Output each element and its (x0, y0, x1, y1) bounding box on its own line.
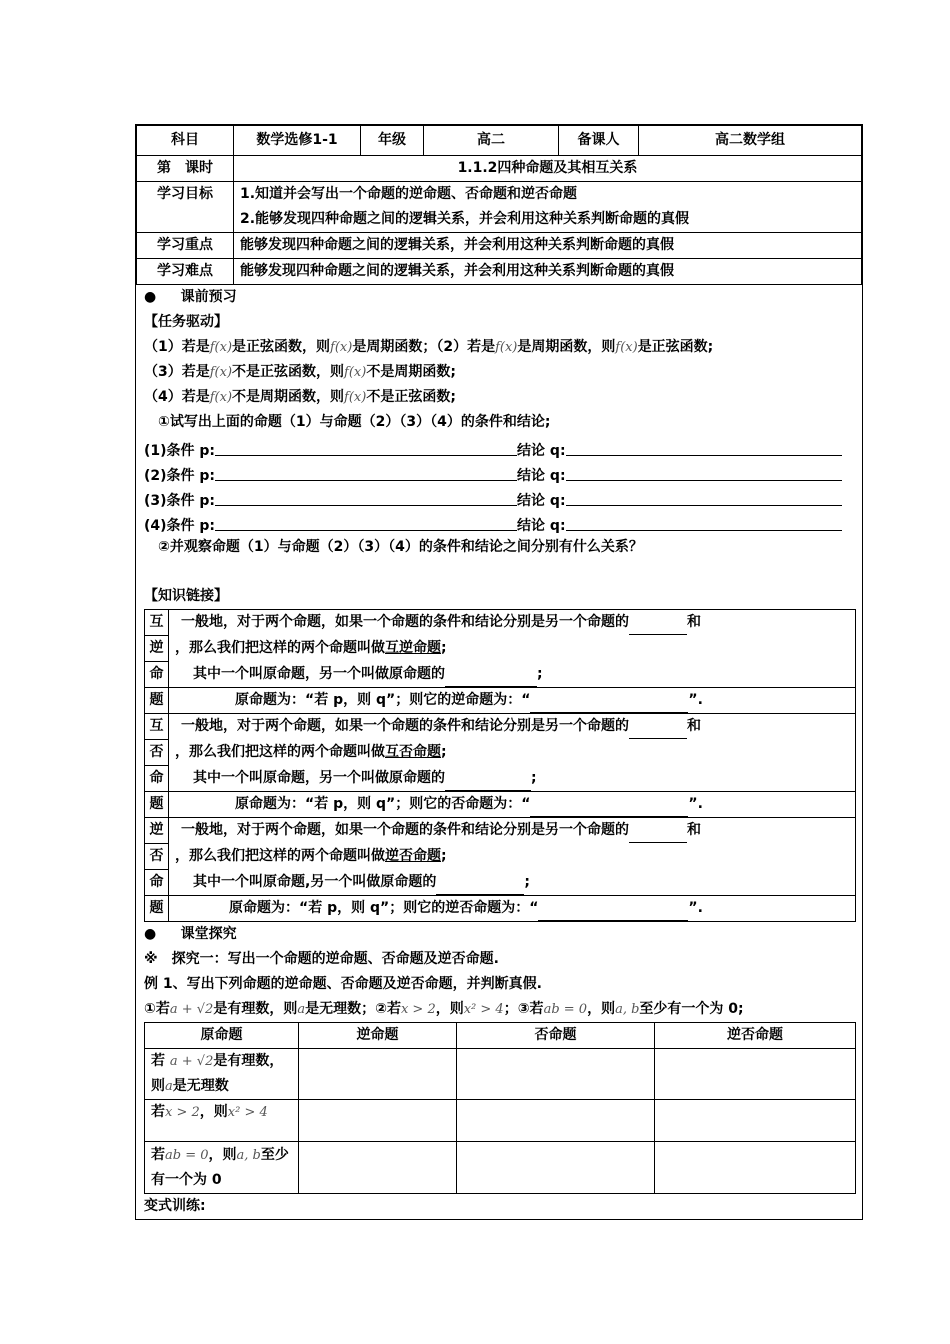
fill-row-2[interactable]: (2)条件 p: 结论 q: (136, 460, 862, 485)
variant-training: 变式训练: (144, 1198, 206, 1214)
col-converse: 逆命题 (299, 1023, 457, 1049)
proposition-line-1-2: （1）若是f(x)是正弦函数，则f(x)是周期函数；（2）若是f(x)是周期函数，则f(x)是正弦函数; (144, 339, 714, 355)
fill-row-1[interactable]: (1)条件 p: 结论 q: (136, 435, 862, 460)
goal-1: 1.知道并会写出一个命题的逆命题、否命题和逆否命题 (240, 186, 578, 202)
relation-1-line-2: ，那么我们把这样的两个命题叫做互逆命题; (169, 636, 856, 662)
relation-3-line-2: ，那么我们把这样的两个命题叫做逆否命题; (169, 844, 856, 870)
question-2: ②并观察命题（1）与命题（2）（3）（4）的条件和结论之间分别有什么关系？ (158, 539, 643, 555)
goal-2: 2.能够发现四种命题之间的逻辑关系，并会利用这种关系判断命题的真假 (240, 211, 690, 227)
grade-label: 年级 (361, 126, 424, 156)
link-title: 【知识链接】 (144, 588, 228, 604)
condition-blank[interactable] (215, 437, 517, 456)
relation-1-line-1: 一般地，对于两个命题，如果一个命题的条件和结论分别是另一个命题的 和 (169, 610, 856, 636)
answer-blank[interactable] (629, 722, 687, 739)
task-title: 【任务驱动】 (144, 314, 228, 330)
answer-blank[interactable] (538, 904, 688, 921)
lesson-title: 1.1.2四种命题及其相互关系 (234, 156, 862, 182)
row-1-original: 若 a + √2是有理数，则a是无理数 (145, 1049, 299, 1100)
term-inverse: 互否命题 (385, 744, 441, 760)
goal-label: 学习目标 (137, 182, 234, 233)
relation-1-line-3: 其中一个叫原命题，另一个叫做原命题的 ; (169, 662, 856, 688)
conclusion-blank[interactable] (566, 512, 842, 531)
relation-3-line-1: 一般地，对于两个命题，如果一个命题的条件和结论分别是另一个命题的 和 (169, 818, 856, 844)
answer-blank[interactable] (445, 670, 537, 687)
preview-title: 课前预习 (180, 289, 237, 305)
relation-2-line-1: 一般地，对于两个命题，如果一个命题的条件和结论分别是另一个命题的 和 (169, 714, 856, 740)
lesson-plan-document (135, 124, 863, 1220)
example-line: 例 1、写出下列命题的逆命题、否命题及逆否命题，并判断真假. (144, 976, 542, 992)
row-2-original: 若x > 2，则x² > 4 (145, 1100, 299, 1142)
relation-1-line-4: 原命题为：“若 p，则 q”；则它的逆命题为：“ ”. (169, 688, 856, 714)
grade-value: 高二 (424, 126, 559, 156)
example-propositions: ①若a + √2是有理数，则a是无理数；②若x > 2，则x² > 4；③若ab = 0，则a, b至少有一个为 0; (144, 1001, 744, 1017)
fill-row-3[interactable]: (3)条件 p: 结论 q: (136, 485, 862, 510)
condition-blank[interactable] (215, 462, 517, 481)
answer-blank[interactable] (530, 800, 688, 817)
bullet-icon: ● (144, 289, 157, 305)
bullet-icon: ● (144, 926, 157, 942)
answer-cell[interactable] (655, 1142, 856, 1194)
relations-table: 互 一般地，对于两个命题，如果一个命题的条件和结论分别是另一个命题的 和 逆 ，那么我们把这样的两个命题叫做互逆命题; 命 其中一个叫原命题，另一个叫做原命题的 ; 题 原命题为：“若 p，则 q”；则它的逆命题为：“ ”. 互 一般地，对于两个命题，如果一个命题的条件和结论分别是另一个命题的 和 否 ，那么我们把这样的两个命题叫做互否命题; 命 其中一个叫原命题，另一个叫做原命题的 ; 题 原命题为：“若 p，则 q”；则它的否命题为：“ ”. 逆 一般地，对于两个命题，如果一个命题的条件和结论分别是另一个命题的 和 否 ，那么我们把这样的两个命题叫做逆否命题; 命 其中一个叫原命题,另一个叫做原命题的 ; 题 原命题为：“若 p，则 q”；则它的逆否命题为：“ ”. (144, 609, 856, 922)
condition-blank[interactable] (215, 512, 517, 531)
answer-cell[interactable] (655, 1049, 856, 1100)
proposition-line-3: （3）若是f(x)不是正弦函数，则f(x)不是周期函数; (144, 364, 456, 380)
focus-label: 学习重点 (137, 233, 234, 259)
answer-blank[interactable] (530, 696, 688, 713)
conclusion-blank[interactable] (566, 487, 842, 506)
col-inverse: 否命题 (457, 1023, 655, 1049)
preview-heading (136, 285, 862, 310)
explore-heading (136, 922, 862, 947)
answer-cell[interactable] (299, 1142, 457, 1194)
question-1: ①试写出上面的命题（1）与命题（2）（3）（4）的条件和结论; (158, 414, 551, 430)
conclusion-blank[interactable] (566, 462, 842, 481)
difficulty-value: 能够发现四种命题之间的逻辑关系，并会利用这种关系判断命题的真假 (234, 259, 862, 285)
header-table (136, 125, 862, 285)
lesson-label: 第 课时 (137, 156, 234, 182)
relation-2-line-3: 其中一个叫原命题，另一个叫做原命题的 ; (169, 766, 856, 792)
relation-3-line-3: 其中一个叫原命题,另一个叫做原命题的 ; (169, 870, 856, 896)
focus-value: 能够发现四种命题之间的逻辑关系，并会利用这种关系判断命题的真假 (234, 233, 862, 259)
answer-blank[interactable] (445, 774, 531, 791)
answer-cell[interactable] (299, 1100, 457, 1142)
answer-cell[interactable] (299, 1049, 457, 1100)
relation-3-line-4: 原命题为：“若 p，则 q”；则它的逆否命题为：“ ”. (169, 896, 856, 922)
answer-cell[interactable] (457, 1142, 655, 1194)
propositions-table (144, 1022, 856, 1194)
preparer-label: 备课人 (559, 126, 639, 156)
term-contrapositive: 逆否命题 (385, 848, 441, 864)
fill-row-4[interactable]: (4)条件 p: 结论 q: (136, 510, 862, 535)
answer-blank[interactable] (629, 826, 687, 843)
col-original: 原命题 (145, 1023, 299, 1049)
col-contrapositive: 逆否命题 (655, 1023, 856, 1049)
answer-cell[interactable] (457, 1100, 655, 1142)
answer-cell[interactable] (457, 1049, 655, 1100)
row-3-original: 若ab = 0，则a, b至少有一个为 0 (145, 1142, 299, 1194)
proposition-line-4: （4）若是f(x)不是周期函数，则f(x)不是正弦函数; (144, 389, 456, 405)
explore-title: 课堂探究 (180, 926, 237, 942)
condition-blank[interactable] (215, 487, 517, 506)
answer-blank[interactable] (629, 618, 687, 635)
answer-cell[interactable] (655, 1100, 856, 1142)
subject-label: 科目 (137, 126, 234, 156)
term-converse: 互逆命题 (385, 640, 441, 656)
preparer-value: 高二数学组 (639, 126, 862, 156)
goal-cell (234, 182, 862, 233)
conclusion-blank[interactable] (566, 437, 842, 456)
subject-value: 数学选修1-1 (234, 126, 361, 156)
answer-blank[interactable] (436, 878, 524, 895)
relation-2-line-4: 原命题为：“若 p，则 q”；则它的否命题为：“ ”. (169, 792, 856, 818)
inquiry-line: ※ 探究一：写出一个命题的逆命题、否命题及逆否命题. (144, 951, 499, 967)
relation-2-line-2: ，那么我们把这样的两个命题叫做互否命题; (169, 740, 856, 766)
difficulty-label: 学习难点 (137, 259, 234, 285)
